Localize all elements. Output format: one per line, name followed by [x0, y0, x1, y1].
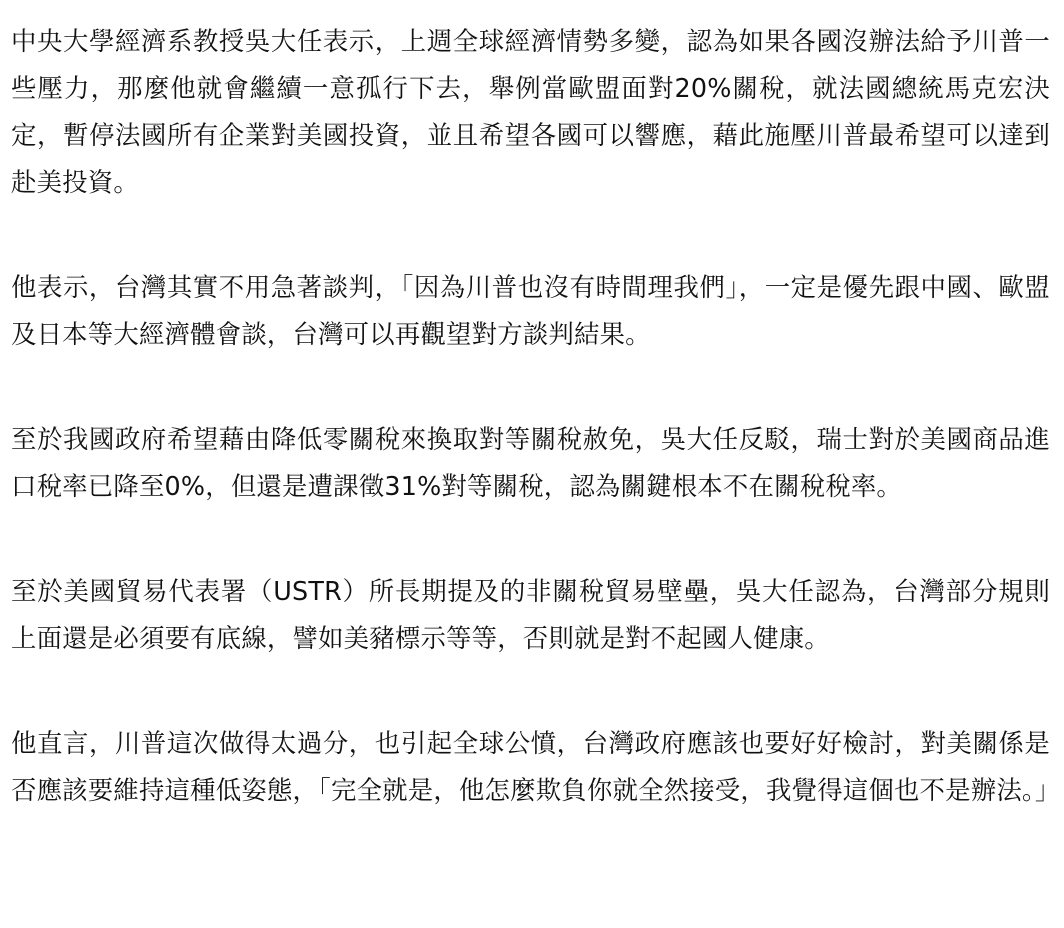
article-paragraph: 他直言，川普這次做得太過分，也引起全球公憤，台灣政府應該也要好好檢討，對美關係是否應該要維持這種低姿態，「完全就是，他怎麼欺負你就全然接受，我覺得這個也不是辦法。」 [11, 728, 1061, 805]
article-paragraph: 至於美國貿易代表署（USTR）所長期提及的非關稅貿易壁壘，吳大任認為，台灣部分規則上面還是必須要有底線，譬如美豬標示等等，否則就是對不起國人健康。 [11, 576, 1050, 653]
article-paragraph: 中央大學經濟系教授吳大任表示，上週全球經濟情勢多變，認為如果各國沒辦法給予川普一些壓力，那麼他就會繼續一意孤行下去，舉例當歐盟面對20%關稅，就法國總統馬克宏決定，暫停法國所有企業對美國投資，並且希望各國可以響應，藉此施壓川普最希望可以達到赴美投資。 [11, 26, 1050, 197]
article-paragraph: 至於我國政府希望藉由降低零關稅來換取對等關稅赦免，吳大任反駁，瑞士對於美國商品進口稅率已降至0%，但還是遭課徵31%對等關稅，認為關鍵根本不在關稅稅率。 [11, 424, 1050, 501]
article-paragraph: 他表示，台灣其實不用急著談判，「因為川普也沒有時間理我們」，一定是優先跟中國、歐盟及日本等大經濟體會談，台灣可以再觀望對方談判結果。 [11, 272, 1050, 349]
